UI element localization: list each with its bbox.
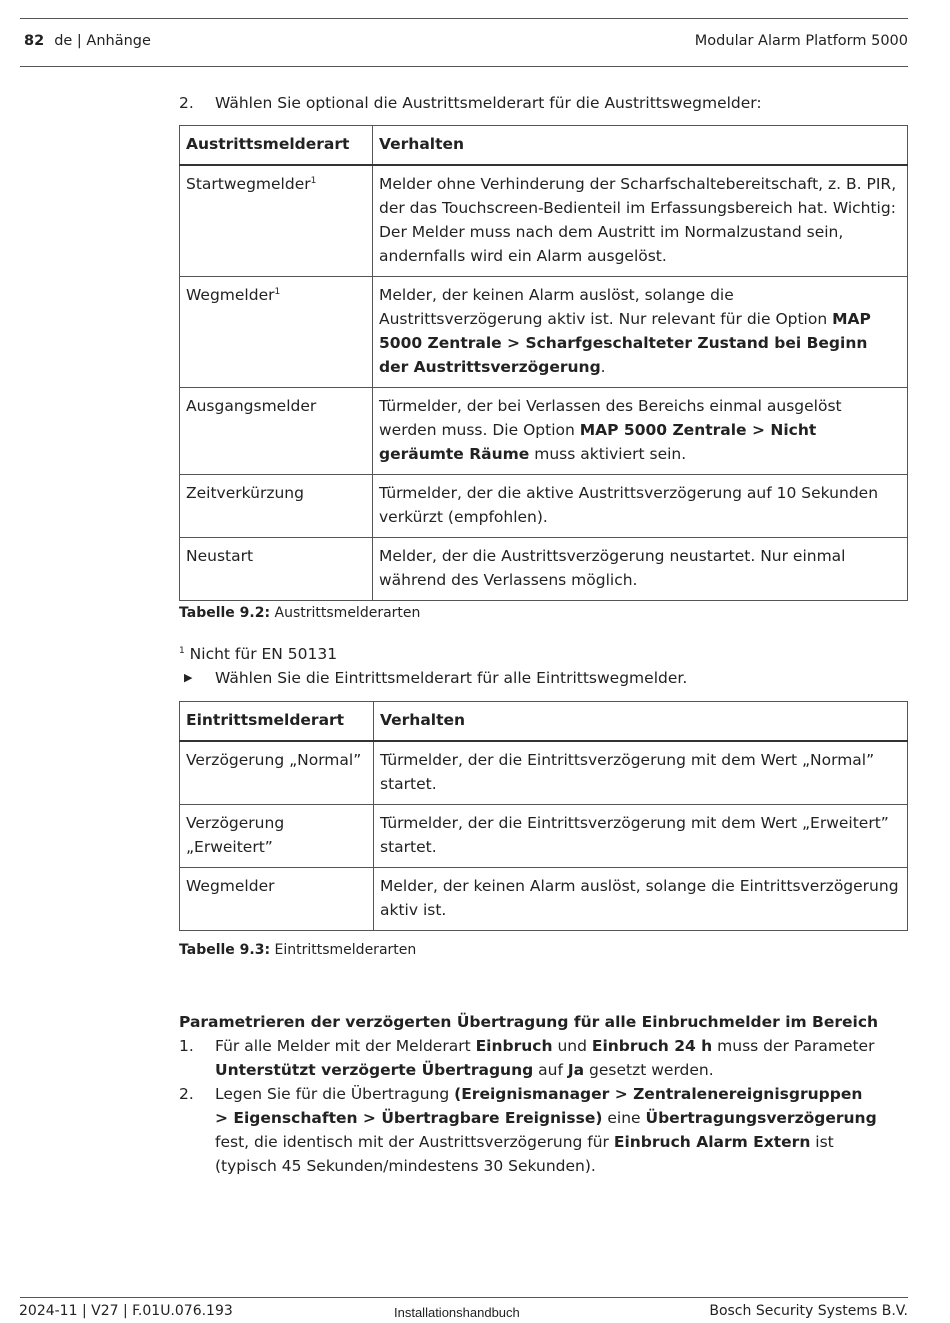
numbered-list: [179, 1034, 879, 1178]
footnote-text: Nicht für EN 50131: [184, 645, 338, 663]
footnote-ref: 1: [274, 287, 281, 297]
detector-type: Wegmelder: [180, 868, 374, 931]
table-row: [180, 277, 908, 388]
column-header: Austrittsmelderart: [180, 126, 373, 166]
detector-type: Ausgangsmelder: [180, 388, 373, 475]
column-header: Eintrittsmelderart: [180, 702, 374, 742]
entry-detector-table: [179, 701, 908, 931]
table-row: [180, 868, 908, 931]
exit-detector-table: [179, 125, 908, 601]
product-name: Modular Alarm Platform 5000: [694, 33, 908, 49]
page-header-left: [24, 33, 151, 49]
column-header: Verhalten: [374, 702, 908, 742]
page-number: 82: [24, 33, 45, 49]
footnote-mark: 1: [179, 646, 185, 656]
detector-behavior: Türmelder, der die aktive Austrittsverzögerung auf 10 Sekunden verkürzt (empfohlen).: [373, 475, 908, 538]
detector-type: Verzögerung „Normal”: [180, 741, 374, 805]
table-row: [180, 805, 908, 868]
detector-type: Startwegmelder$^1$: [180, 165, 373, 277]
detector-behavior: Melder, der keinen Alarm auslöst, solange die Austrittsverzögerung aktiv ist. Nur relevant für die Option MAP 5000 Zentrale > Scharfgeschalteter Zustand bei Beginn der Austrittsverzögerung.: [373, 277, 908, 388]
step-text: Wählen Sie optional die Austrittsmelderart für die Austrittswegmelder:: [215, 94, 762, 112]
header-bottom-rule: [20, 66, 908, 67]
table-row: [180, 165, 908, 277]
detector-type: Neustart: [180, 538, 373, 601]
detector-behavior: Türmelder, der die Eintrittsverzögerung mit dem Wert „Erweitert” startet.: [374, 805, 908, 868]
instruction-bullet: [179, 667, 909, 689]
header-top-rule: [20, 18, 908, 19]
table-header-row: [180, 126, 908, 166]
detector-type: Wegmelder$^1$: [180, 277, 373, 388]
section-label: de | Anhänge: [54, 33, 151, 49]
table-row: [180, 741, 908, 805]
table-row: [180, 538, 908, 601]
list-item: 2. Legen Sie für die Übertragung (Ereignismanager > Zentralenereignisgruppen > Eigenschaften > Übertragbare Ereignisse) eine Übertragungsverzögerung fest, die identisch mit der Austrittsverzögerung für Einbruch Alarm Extern ist (typisch 45 Sekunden/mindestens 30 Sekunden).: [179, 1085, 877, 1175]
company-name: Bosch Security Systems B.V.: [709, 1303, 908, 1319]
detector-behavior: Melder, der die Austrittsverzögerung neustartet. Nur einmal während des Verlassens möglich.: [373, 538, 908, 601]
detector-behavior: Melder ohne Verhinderung der Scharfschaltebereitschaft, z. B. PIR, der das Touchscreen-Bedienteil im Erfassungsbereich hat. Wichtig: Der Melder muss nach dem Austritt im Normalzustand sein, andernfalls wird ein Alarm ausgelöst.: [373, 165, 908, 277]
footnote-ref: 1: [310, 176, 317, 186]
list-item: 1. Für alle Melder mit der Melderart Einbruch und Einbruch 24 h muss der Parameter Unterstützt verzögerte Übertragung auf Ja gesetzt werden.: [179, 1037, 875, 1079]
table-caption: Tabelle 9.3: Eintrittsmelderarten: [179, 942, 417, 958]
detector-behavior: Türmelder, der die Eintrittsverzögerung mit dem Wert „Normal” startet.: [374, 741, 908, 805]
detector-type: Zeitverkürzung: [180, 475, 373, 538]
document-type: Installationshandbuch: [394, 1305, 520, 1320]
table-header-row: [180, 702, 908, 742]
step-2: [179, 91, 909, 115]
column-header: Verhalten: [373, 126, 908, 166]
step-number: 2.: [179, 94, 194, 112]
footnote: [179, 643, 337, 665]
table-row: [180, 388, 908, 475]
detector-behavior: Türmelder, der bei Verlassen des Bereichs einmal ausgelöst werden muss. Die Option MAP 5000 Zentrale > Nicht geräumte Räume muss aktiviert sein.: [373, 388, 908, 475]
arrow-right-icon: ▶: [184, 671, 193, 684]
bullet-text: Wählen Sie die Eintrittsmelderart für alle Eintrittswegmelder.: [215, 669, 688, 687]
table-row: [180, 475, 908, 538]
section-heading: Parametrieren der verzögerten Übertragung für alle Einbruchmelder im Bereich: [179, 1013, 879, 1031]
document-version: 2024-11 | V27 | F.01U.076.193: [19, 1303, 233, 1319]
detector-behavior: Melder, der keinen Alarm auslöst, solange die Eintrittsverzögerung aktiv ist.: [374, 868, 908, 931]
table-caption: Tabelle 9.2: Austrittsmelderarten: [179, 605, 421, 621]
detector-type: Verzögerung „Erweitert”: [180, 805, 374, 868]
footer-rule: [20, 1297, 908, 1298]
